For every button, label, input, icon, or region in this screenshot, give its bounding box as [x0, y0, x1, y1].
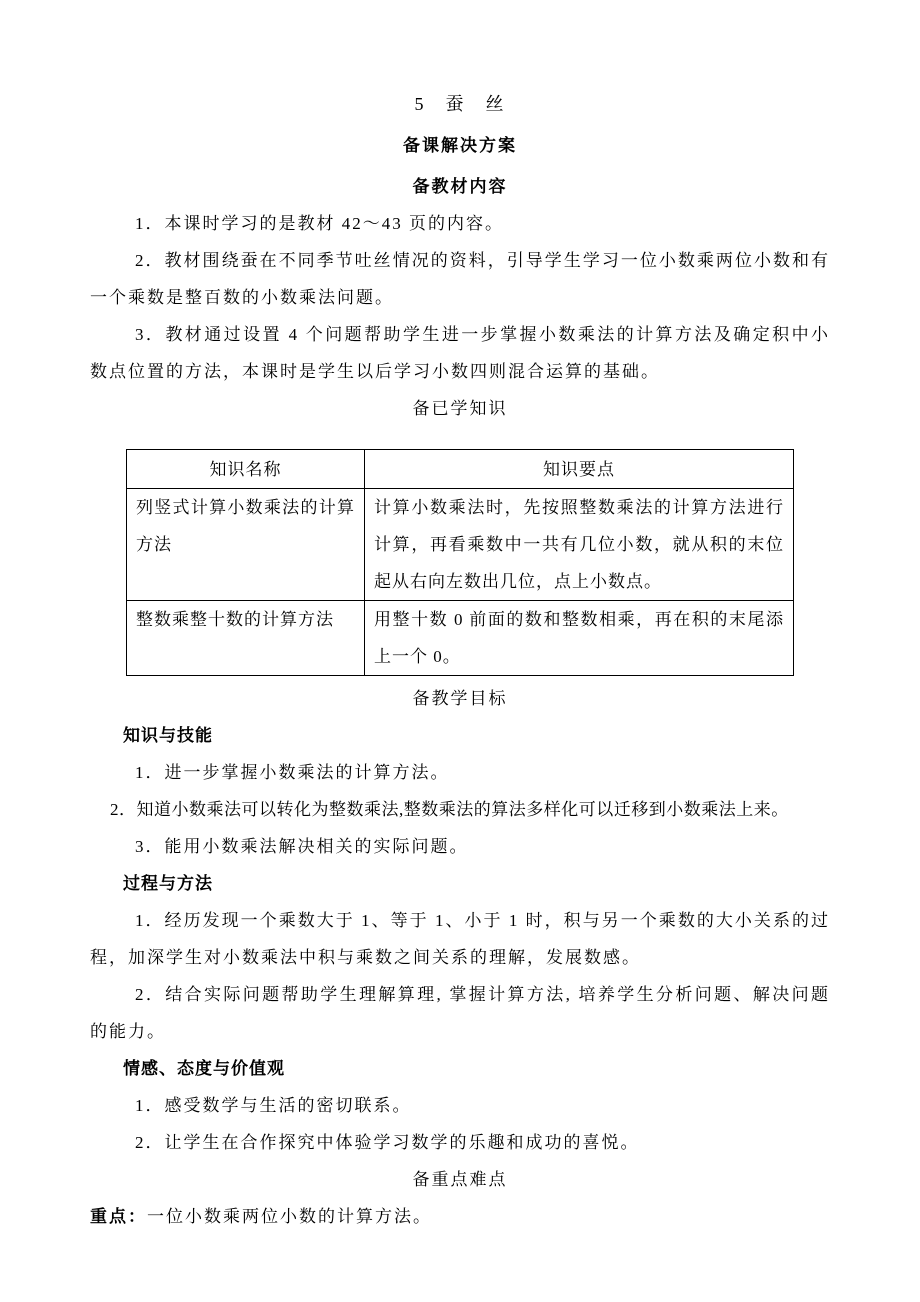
heading-emotion-attitude-values: 情感、态度与价值观: [123, 1059, 285, 1078]
table-row: [127, 489, 794, 601]
heading-teaching-goals: 备教学目标: [412, 689, 508, 708]
table-row: [127, 601, 794, 676]
knowledge-goal-item-2: 2．知道小数乘法可以转化为整数乘法,整数乘法的算法多样化可以迁移到小数乘法上来。: [110, 800, 789, 819]
document-title: 5 蚕 丝: [414, 94, 506, 114]
knowledge-table: [126, 449, 794, 676]
material-paragraph-3: 3．教材通过设置 4 个问题帮助学生进一步掌握小数乘法的计算方法及确定积中小数点位置的方法，本课时是学生以后学习小数四则混合运算的基础。: [90, 325, 830, 381]
heading-known-knowledge: 备已学知识: [412, 399, 508, 418]
table-cell-name-1: 列竖式计算小数乘法的计算方法: [127, 489, 365, 601]
table-header-name: 知识名称: [127, 450, 365, 489]
emotion-goal-item-1: 1．感受数学与生活的密切联系。: [135, 1096, 412, 1115]
heading-process-methods: 过程与方法: [123, 874, 213, 893]
knowledge-goal-item-1: 1．进一步掌握小数乘法的计算方法。: [135, 763, 450, 782]
material-paragraph-1: 1．本课时学习的是教材 42～43 页的内容。: [135, 214, 504, 233]
process-goal-item-1: 1．经历发现一个乘数大于 1、等于 1、小于 1 时，积与另一个乘数的大小关系的过程，加深学生对小数乘法中积与乘数之间关系的理解，发展数感。: [90, 911, 830, 967]
emotion-goal-item-2: 2．让学生在合作探究中体验学习数学的乐趣和成功的喜悦。: [135, 1133, 640, 1152]
keypoint-text: 一位小数乘两位小数的计算方法。: [147, 1207, 432, 1226]
heading-knowledge-skills: 知识与技能: [123, 726, 213, 745]
table-header-row: [127, 450, 794, 489]
table-cell-points-1: 计算小数乘法时，先按照整数乘法的计算方法进行计算，再看乘数中一共有几位小数，就从积的末位起从右向左数出几位，点上小数点。: [365, 489, 794, 601]
table-cell-points-2: 用整十数 0 前面的数和整数相乘，再在积的末尾添上一个 0。: [365, 601, 794, 676]
table-cell-name-2: 整数乘整十数的计算方法: [127, 601, 365, 676]
heading-material-content: 备教材内容: [412, 177, 508, 196]
material-paragraph-2: 2．教材围绕蚕在不同季节吐丝情况的资料，引导学生学习一位小数乘两位小数和有一个乘数是整百数的小数乘法问题。: [90, 251, 830, 307]
heading-key-difficult-points: 备重点难点: [412, 1170, 508, 1189]
keypoint-label: 重点：: [90, 1207, 147, 1226]
table-header-points: 知识要点: [365, 450, 794, 489]
keypoint-line: [90, 1198, 830, 1235]
heading-lesson-plan: 备课解决方案: [403, 136, 517, 155]
knowledge-goal-item-3: 3．能用小数乘法解决相关的实际问题。: [135, 837, 469, 856]
process-goal-item-2: 2．结合实际问题帮助学生理解算理, 掌握计算方法, 培养学生分析问题、解决问题的能力。: [90, 985, 830, 1041]
